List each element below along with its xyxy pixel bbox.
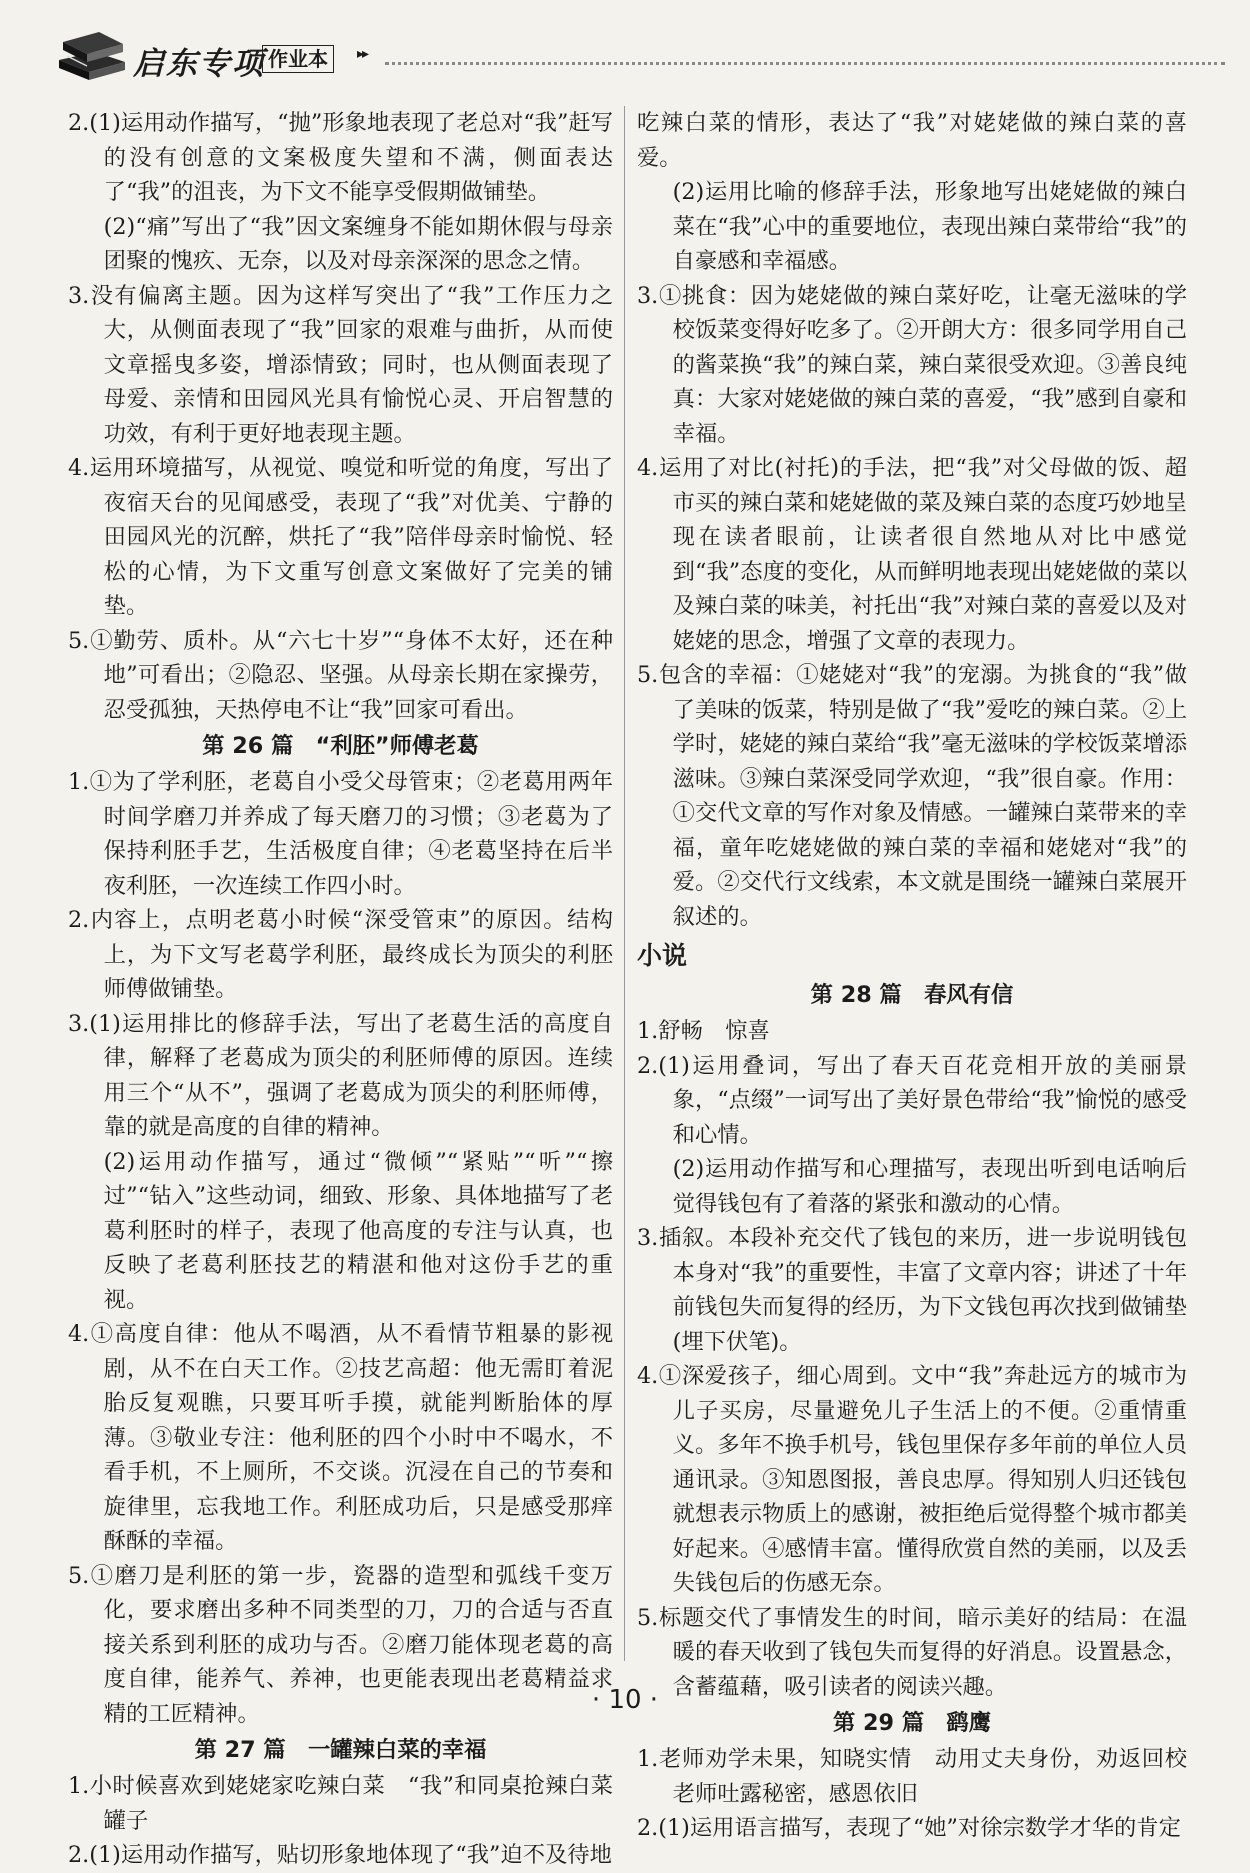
dotted-rule: [385, 62, 1225, 65]
answer-item: 2.(1)运用叠词，写出了春天百花竞相开放的美丽景象，“点缀”一词写出了美好景色带给“我”愉悦的感受和心情。: [637, 1052, 1187, 1148]
article-heading: 第 28 篇 春风有信: [810, 982, 1014, 1008]
section-heading: 小说: [637, 941, 688, 970]
answer-item: 1.老师劝学未果，知晓实情 动用丈夫身份，劝返回校 老师吐露秘密，感恩依旧: [637, 1746, 1210, 1807]
answer-continuation: 吃辣白菜的情形，表达了“我”对姥姥做的辣白菜的喜爱。: [637, 110, 1187, 171]
answer-item: 1.①为了学利胚，老葛自小受父母管束；②老葛用两年时间学磨刀并养成了每天磨刀的习惯；③老葛为了保持利胚手艺，生活极度自律；④老葛坚持在后半夜利胚，一次连续工作四小时。: [68, 769, 613, 899]
right-column: [637, 106, 1210, 1846]
page-header: [55, 18, 1205, 88]
answer-item: 2.(1)运用动作描写，贴切形象地体现了“我”迫不及待地: [68, 1842, 612, 1868]
answer-item: 3.没有偏离主题。因为这样写突出了“我”工作压力之大，从侧面表现了“我”回家的艰难与曲折，从而使文章摇曳多姿，增添情致；同时，也从侧面表现了母爱、亲情和田园风光具有愉悦心灵、开启智慧的功效，有利于更好地表现主题。: [68, 282, 613, 447]
article-heading: 第 27 篇 一罐辣白菜的幸福: [194, 1737, 487, 1763]
answer-item: 4.①高度自律：他从不喝酒，从不看情节粗暴的影视剧，从不在白天工作。②技艺高超：他无需盯着泥胎反复观瞧，只要耳听手摸，就能判断胎体的厚薄。③敬业专注：他利胚的四个小时中不喝水，不看手机，不上厕所，不交谈。沉浸在自己的节奏和旋律里，忘我地工作。利胚成功后，只是感受那痒酥酥的幸福。: [68, 1321, 613, 1554]
answer-item: 5.①勤劳、质朴。从“六七十岁”“身体不太好，还在种地”可看出；②隐忍、坚强。从母亲长期在家操劳，忍受孤独，天热停电不让“我”回家可看出。: [68, 627, 613, 723]
answer-item: 5.标题交代了事情发生的时间，暗示美好的结局：在温暖的春天收到了钱包失而复得的好消息。设置悬念，含蓄蕴藉，吸引读者的阅读兴趣。: [637, 1604, 1187, 1700]
answer-subitem: (2)运用动作描写和心理描写，表现出听到电话响后觉得钱包有了着落的紧张和激动的心情。: [672, 1156, 1187, 1217]
article-heading: 第 29 篇 鹞鹰: [832, 1710, 992, 1736]
brand-subtitle: 作业本: [262, 45, 334, 73]
answer-subitem: (2)运用比喻的修辞手法，形象地写出姥姥做的辣白菜在“我”心中的重要地位，表现出辣白菜带给“我”的自豪感和幸福感。: [672, 179, 1187, 274]
left-column: [68, 106, 613, 1873]
answer-item: 4.运用环境描写，从视觉、嗅觉和听觉的角度，写出了夜宿天台的见闻感受，表现了“我”对优美、宁静的田园风光的沉醉，烘托了“我”陪伴母亲时愉悦、轻松的心情，为下文重写创意文案做好了完美的铺垫。: [68, 455, 613, 619]
answer-item: 1.小时候喜欢到姥姥家吃辣白菜 “我”和同桌抢辣白菜罐子: [68, 1773, 613, 1834]
answer-item: 3.(1)运用排比的修辞手法，写出了老葛生活的高度自律，解释了老葛成为顶尖的利胚师傅的原因。连续用三个“从不”，强调了老葛成为顶尖的利胚师傅，靠的就是高度的自律的精神。: [68, 1010, 613, 1140]
answer-item: 2.(1)运用语言描写，表现了“她”对徐宗数学才华的肯定: [637, 1815, 1181, 1841]
answer-subitem: (2)运用动作描写，通过“微倾”“紧贴”“听”“擦过”“钻入”这些动词，细致、形象、具体地描写了老葛利胚时的样子，表现了他高度的专注与认真，也反映了老葛利胚技艺的精湛和他对这份手艺的重视。: [103, 1148, 613, 1313]
answer-item: 1.舒畅 惊喜: [637, 1018, 770, 1044]
answer-item: 3.插叙。本段补充交代了钱包的来历，进一步说明钱包本身对“我”的重要性，丰富了文章内容；讲述了十年前钱包失而复得的经历，为下文钱包再次找到做铺垫(埋下伏笔)。: [637, 1225, 1187, 1355]
answer-item: 5.①磨刀是利胚的第一步，瓷器的造型和弧线千变万化，要求磨出多种不同类型的刀，刀的合适与否直接关系到利胚的成功与否。②磨刀能体现老葛的高度自律，能养气、养神，也更能表现出老葛精益求精的工匠精神。: [68, 1562, 613, 1727]
book-stack-icon: [55, 22, 127, 84]
arrow-decoration: ▸▸: [357, 46, 368, 62]
answer-subitem: (2)“痛”写出了“我”因文案缠身不能如期休假与母亲团聚的愧疚、无奈，以及对母亲深深的思念之情。: [103, 213, 613, 274]
column-divider: [624, 106, 625, 1661]
brand-title: 启东专项: [133, 46, 265, 82]
page-number: · 10 ·: [591, 1685, 659, 1715]
answer-item: 2.内容上，点明老葛小时候“深受管束”的原因。结构上，为下文写老葛学利胚，最终成长为顶尖的利胚师傅做铺垫。: [68, 907, 613, 1002]
answer-item: 3.①挑食：因为姥姥做的辣白菜好吃，让毫无滋味的学校饭菜变得好吃多了。②开朗大方：很多同学用自己的酱菜换“我”的辣白菜，辣白菜很受欢迎。③善良纯真：大家对姥姥做的辣白菜的喜爱，“我”感到自豪和幸福。: [637, 282, 1187, 447]
article-heading: 第 26 篇 “利胚”师傅老葛: [202, 733, 479, 759]
answer-item: 5.包含的幸福：①姥姥对“我”的宠溺。为挑食的“我”做了美味的饭菜，特别是做了“我”爱吃的辣白菜。②上学时，姥姥的辣白菜给“我”毫无滋味的学校饭菜增添滋味。③辣白菜深受同学欢迎，“我”很自豪。作用：①交代文章的写作对象及情感。一罐辣白菜带来的幸福，童年吃姥姥做的辣白菜的幸福和姥姥对“我”的爱。②交代行文线索，本文就是围绕一罐辣白菜展开叙述的。: [637, 662, 1187, 930]
answer-item: 4.运用了对比(衬托)的手法，把“我”对父母做的饭、超市买的辣白菜和姥姥做的菜及辣白菜的态度巧妙地呈现在读者眼前，让读者很自然地从对比中感觉到“我”态度的变化，从而鲜明地表现出姥姥做的菜以及辣白菜的味美，衬托出“我”对辣白菜的喜爱以及对姥姥的思念，增强了文章的表现力。: [637, 455, 1187, 654]
answer-item: 4.①深爱孩子，细心周到。文中“我”奔赴远方的城市为儿子买房，尽量避免儿子生活上的不便。②重情重义。多年不换手机号，钱包里保存多年前的单位人员通讯录。③知恩图报，善良忠厚。得知别人归还钱包就想表示物质上的感谢，被拒绝后觉得整个城市都美好起来。④感情丰富。懂得欣赏自然的美丽，以及丢失钱包后的伤感无奈。: [637, 1363, 1187, 1596]
answer-item: 2.(1)运用动作描写，“抛”形象地表现了老总对“我”赶写的没有创意的文案极度失望和不满，侧面表达了“我”的沮丧，为下文不能享受假期做铺垫。: [68, 110, 613, 205]
